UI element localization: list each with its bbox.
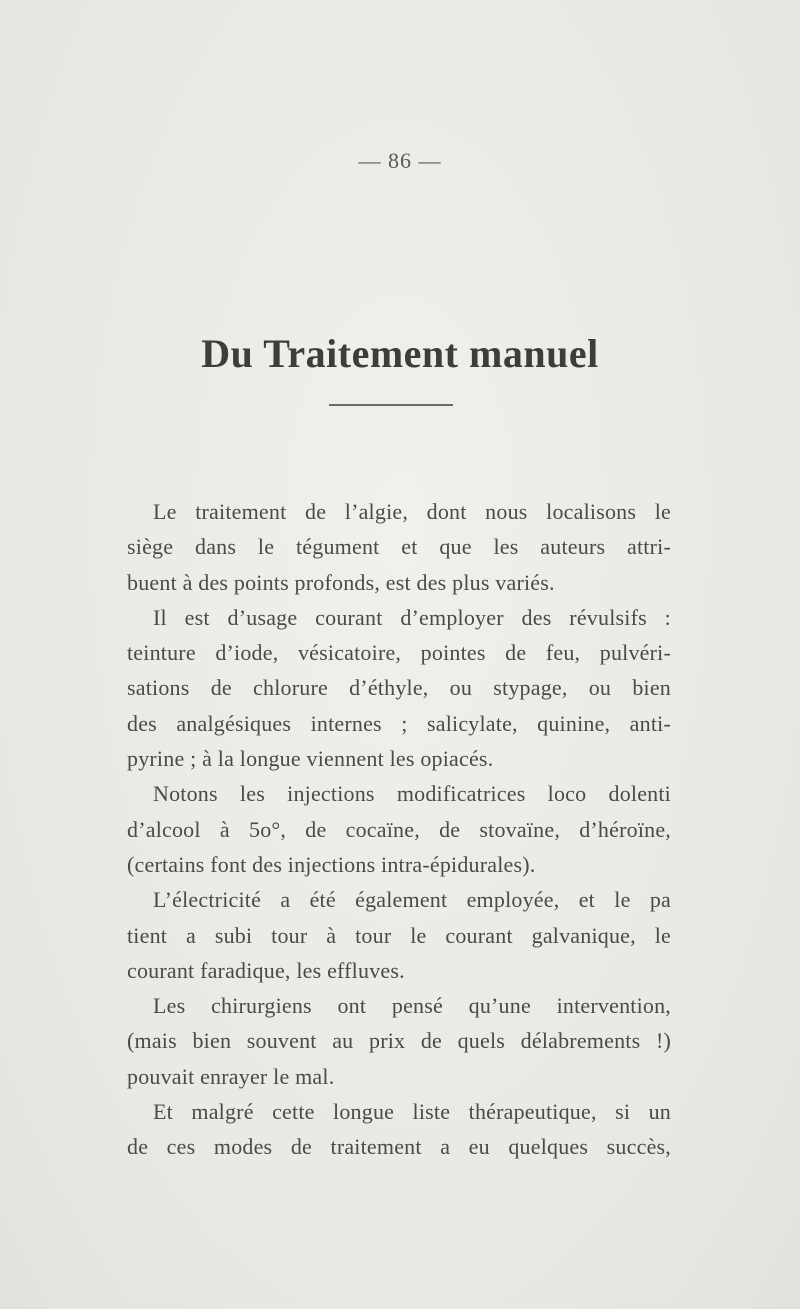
text-line: Il est d’usage courant d’employer des révulsifs :: [153, 604, 671, 630]
text-line: tient a subi tour à tour le courant galvanique, le: [127, 922, 671, 948]
chapter-title: Du Traitement manuel: [201, 331, 599, 376]
page-number: — 86 —: [358, 148, 442, 173]
text-line: Notons les injections modificatrices loco dolenti: [153, 781, 671, 807]
text-line: courant faradique, les effluves.: [127, 957, 405, 983]
text-line: d’alcool à 5o°, de cocaïne, de stovaïne, d’héroïne,: [127, 816, 671, 842]
text-line: Le traitement de l’algie, dont nous localisons le: [153, 499, 671, 524]
title-divider: [329, 404, 453, 406]
text-line: sations de chlorure d’éthyle, ou stypage, ou bien: [127, 675, 671, 701]
text-line: teinture d’iode, vésicatoire, pointes de feu, pulvéri-: [127, 640, 671, 666]
text-line: Les chirurgiens ont pensé qu’une intervention,: [153, 993, 671, 1019]
text-line: pouvait enrayer le mal.: [127, 1063, 335, 1089]
text-line: Et malgré cette longue liste thérapeutique, si un: [153, 1099, 671, 1125]
body-text: [127, 494, 671, 1165]
text-line: pyrine ; à la longue viennent les opiacés.: [127, 746, 494, 772]
text-line: L’électricité a été également employée, et le pa: [153, 887, 671, 913]
text-line: des analgésiques internes ; salicylate, quinine, anti-: [127, 710, 671, 736]
text-line: (mais bien souvent au prix de quels délabrements !): [127, 1028, 671, 1054]
text-line: siège dans le tégument et que les auteurs attri-: [127, 534, 671, 560]
text-line: de ces modes de traitement a eu quelques succès,: [127, 1134, 671, 1160]
text-line: buent à des points profonds, est des plus variés.: [127, 569, 555, 595]
text-line: (certains font des injections intra-épidurales).: [127, 851, 536, 877]
